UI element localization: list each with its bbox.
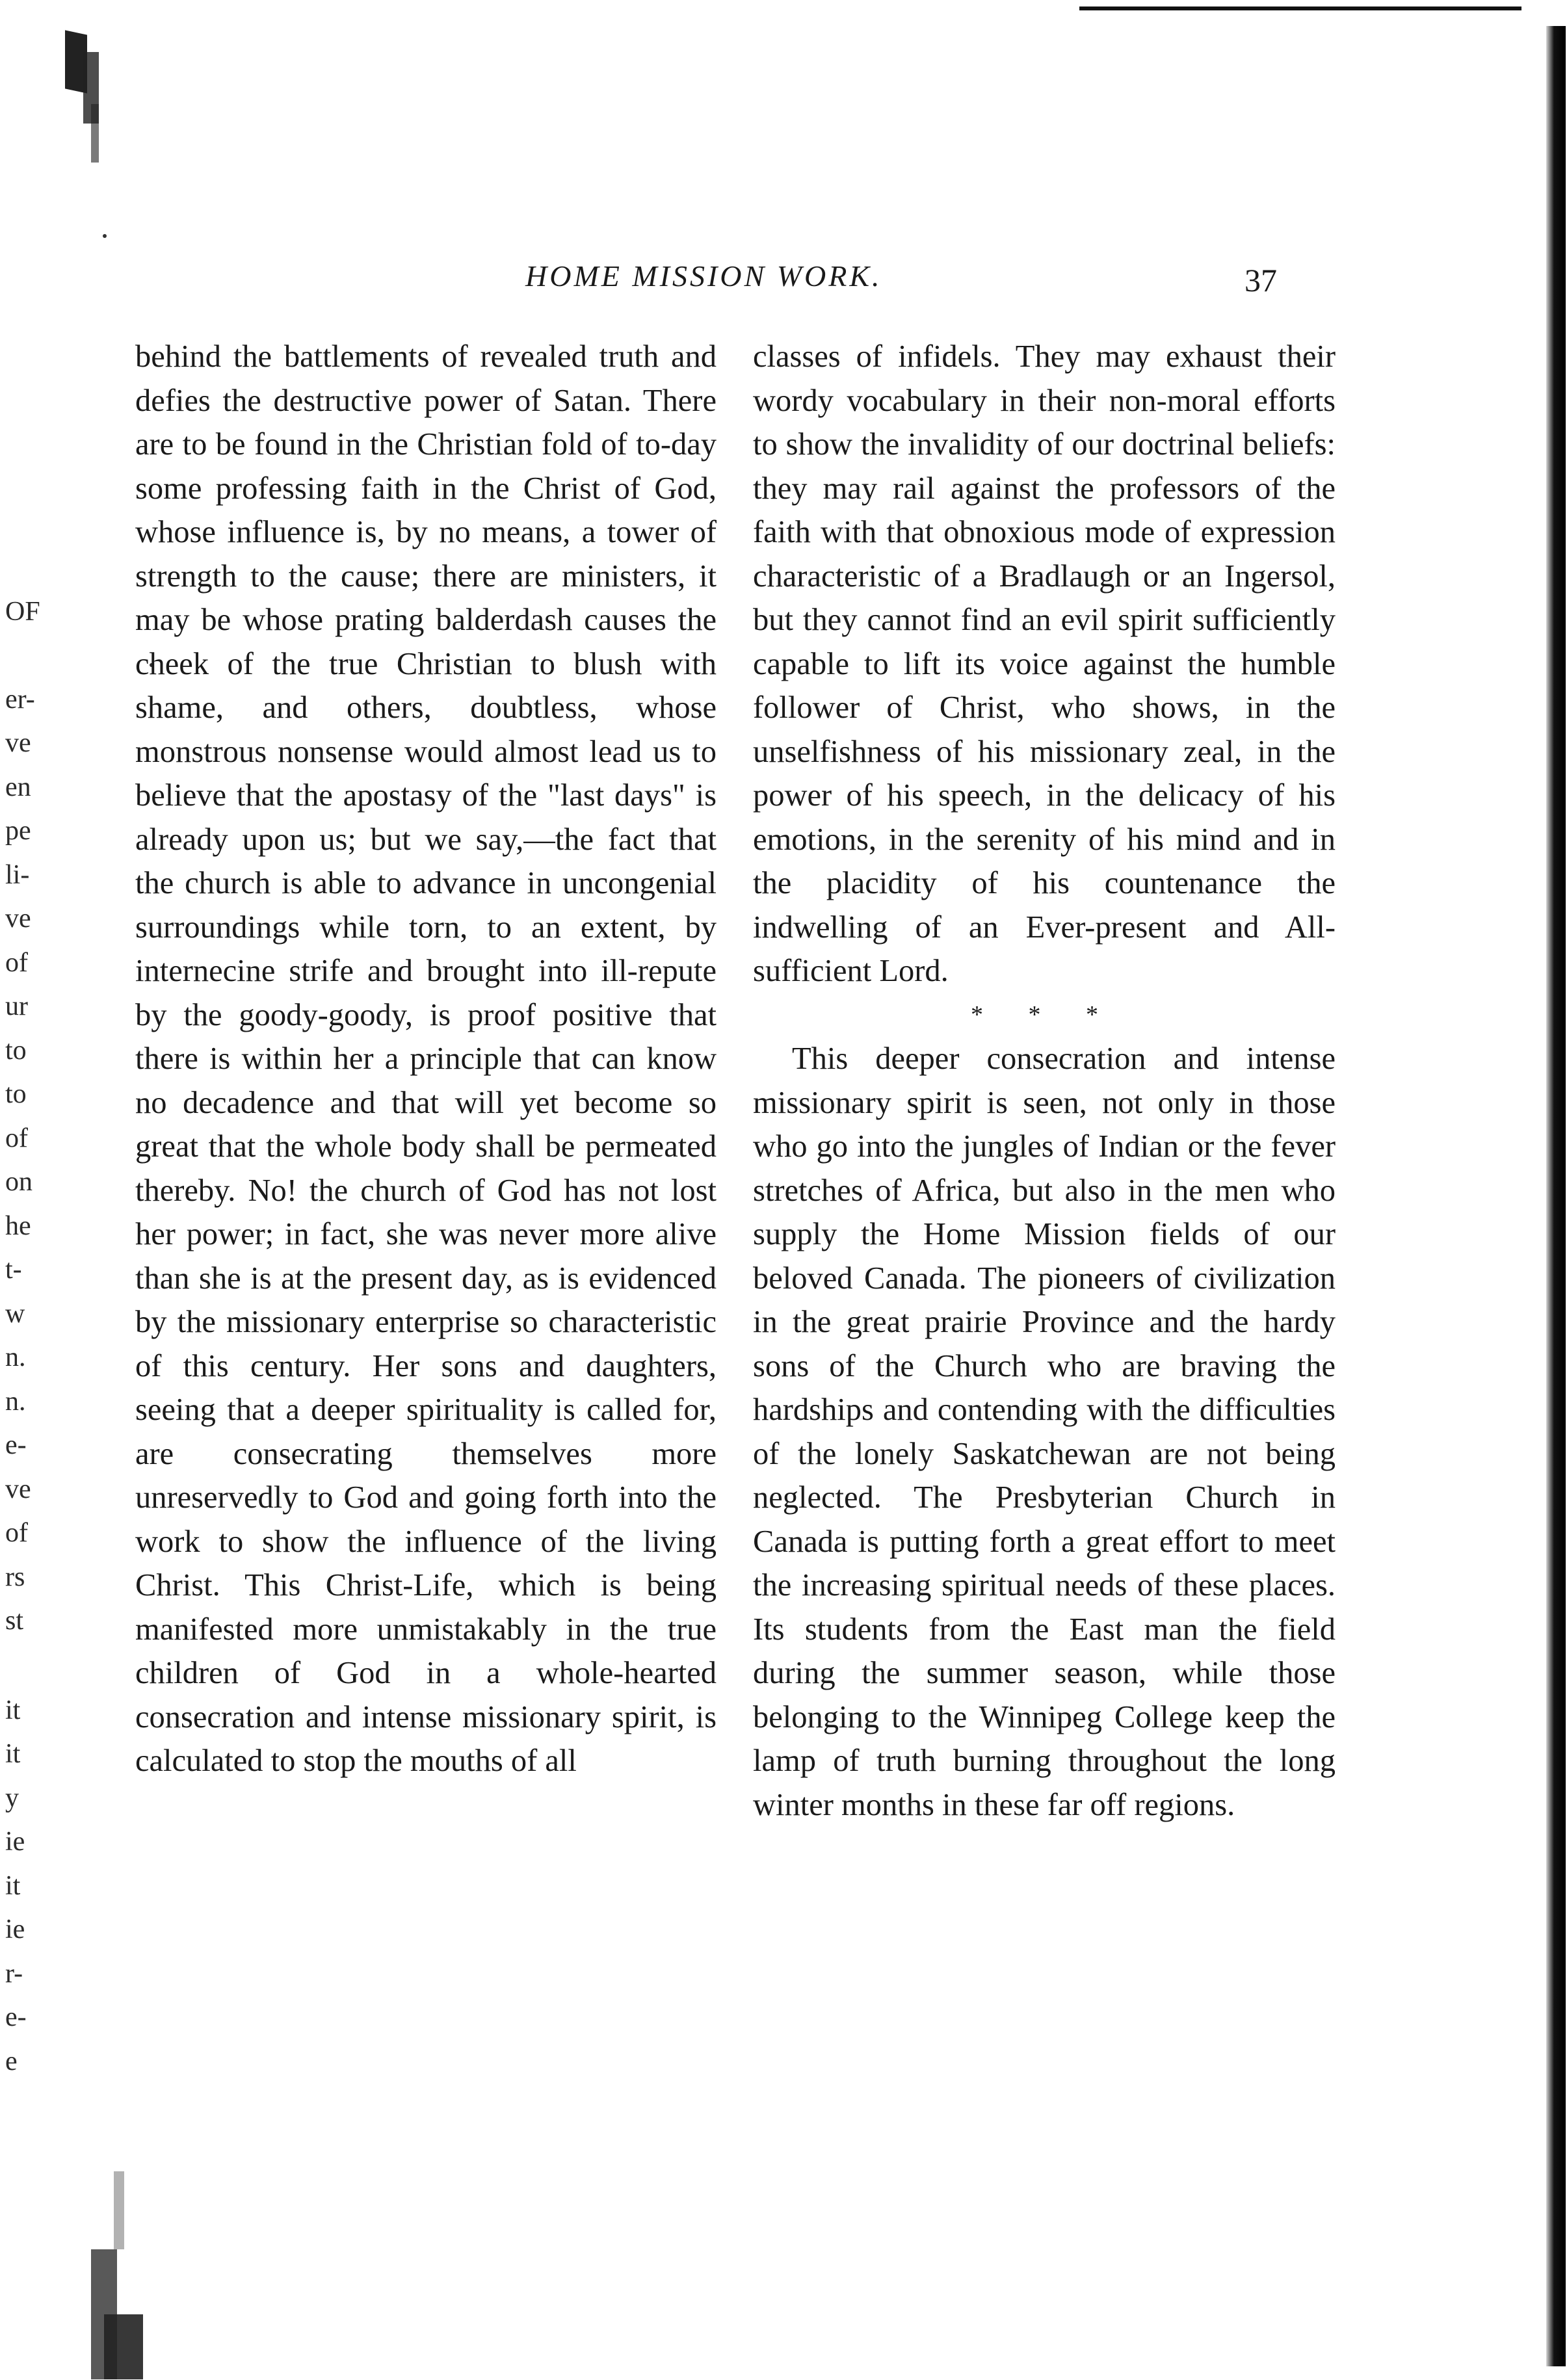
margin-fragment: w [5, 1299, 25, 1329]
margin-fragment: he [5, 1211, 31, 1241]
margin-fragment: ve [5, 1474, 31, 1504]
margin-fragment: st [5, 1606, 24, 1636]
margin-fragment: n. [5, 1342, 26, 1372]
margin-fragment: ie [5, 1827, 25, 1857]
margin-fragment: it [5, 1695, 21, 1725]
body-paragraph: behind the battlements of revealed truth and defies the destructive power of Satan. There are to be found in the Christian fold of to-day some professing faith in the Christ of God, whose influence is, by no means, a tower of strength to the cause; there are ministers, it may be whose prating balderdash causes the cheek of the true Christian to blush with shame, and others, doubtless, whose monstrous nonsense would almost lead us to believe that the apostasy of the "last days" is already upon us; but we say,—the fact that the church is able to advance in uncongenial surroundings while torn, to an extent, by internecine strife and brought into ill-repute by the goody-goody, is proof positive that there is within her a principle that can know no decadence and that will yet become so great that the whole body shall be permeated thereby. No! the church of God has not lost her power; in fact, she was never more alive than she is at the present day, as is evidenced by the missionary enterprise so characteristic of this century. Her sons and daughters, seeing that a deeper spirituality is called for, are consecrating themselves more unreservedly to God and going forth into the work to show the influence of the living Christ. This Christ-Life, which is being manifested more unmistakably in the true children of God in a whole-hearted consecration and intense missionary spirit, is calculated to stop the mouths of all [135, 339, 717, 1778]
margin-fragment: it [5, 1739, 21, 1769]
margin-fragment: ve [5, 904, 31, 934]
page-header [0, 259, 1567, 311]
page-number: 37 [1244, 262, 1277, 298]
margin-fragment: ie [5, 1915, 25, 1944]
left-column [135, 335, 717, 1783]
margin-fragment: OF [5, 597, 40, 627]
margin-fragment: ve [5, 728, 31, 758]
margin-fragment: e- [5, 2002, 27, 2032]
margin-fragment: it [5, 1871, 21, 1901]
margin-fragment: pe [5, 816, 31, 846]
right-column [753, 335, 1336, 1827]
section-asterism: * * * [971, 1000, 1118, 1028]
margin-fragment: of [5, 1123, 28, 1153]
margin-fragment: to [5, 1079, 27, 1109]
margin-fragment: to [5, 1036, 27, 1066]
margin-fragment: t- [5, 1255, 22, 1285]
margin-fragment: e [5, 2047, 18, 2076]
binding-shadow [52, 26, 130, 2366]
page-edge-shadow [1546, 26, 1566, 2366]
margin-fragment: n. [5, 1387, 26, 1417]
body-paragraph: classes of infidels. They may exhaust their wordy vocabulary in their non-moral efforts to show the invalidity of our doctrinal beliefs: they may rail against the professors of the faith with that obnoxious mode of expression characteristic of a Bradlaugh or an Ingersol, but they cannot find an evil spirit sufficiently capable to lift its voice against the humble follower of Christ, who shows, in the unselfishness of his missionary zeal, in the power of his speech, in the delicacy of his emotions, in the serenity of his mind and in the placidity of his countenance the indwelling of an Ever-present and All-sufficient Lord. [753, 339, 1336, 988]
margin-fragment: ur [5, 991, 28, 1021]
body-paragraph: This deeper consecration and intense missionary spirit is seen, not only in those who go into the jungles of Indian or the fever stretches of Africa, but also in the men who supply the Home Mission fields of our beloved Canada. The pioneers of civilization in the great prairie Province and the hardy sons of the Church who are braving the hardships and contending with the difficulties of the lonely Saskatchewan are not being neglected. The Presbyterian Church in Canada is putting forth a great effort to meet the increasing spiritual needs of these places. Its students from the East man the field during the summer season, while those belonging to the Winnipeg College keep the lamp of truth burning throughout the long winter months in these far off regions. [753, 1041, 1336, 1822]
margin-fragment: of [5, 948, 28, 978]
margin-fragment: rs [5, 1562, 25, 1592]
margin-fragment: of [5, 1518, 28, 1548]
margin-fragment: on [5, 1167, 33, 1197]
margin-fragment: e- [5, 1430, 27, 1460]
margin-fragment: r- [5, 1959, 23, 1989]
margin-fragment: er- [5, 685, 35, 714]
margin-fragment: li- [5, 860, 30, 890]
margin-fragment: y [5, 1783, 19, 1813]
running-title: HOME MISSION WORK. [525, 259, 882, 293]
top-rule [1079, 7, 1521, 10]
margin-fragment: en [5, 772, 31, 802]
left-margin-fragments [5, 597, 57, 2076]
